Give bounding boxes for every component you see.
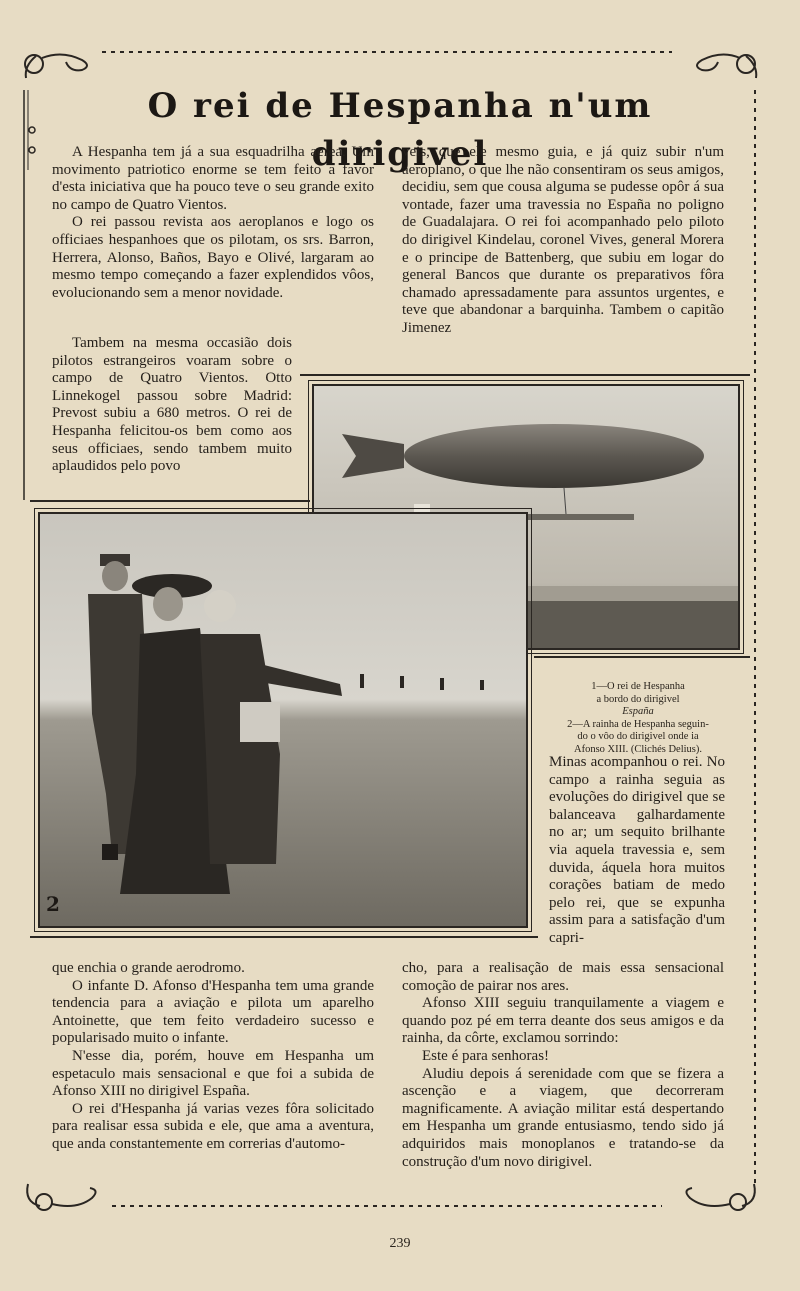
paragraph: Tambem na mesma occasião dois pilotos estrangeiros voaram sobre o campo de Quatro Vientos. Otto Linnekogel passou sobre Madrid: Prevost subiu a 680 metros. O rei de Hespanha felicitou-os bem como aos seus officiaes, sendo tambem muito aplaudidos pelo povo: [52, 335, 292, 475]
ornamental-border-right: [748, 90, 762, 1185]
caption-line: España: [622, 706, 654, 717]
page-number: 239: [389, 1236, 411, 1251]
caption-line: a bordo do dirigivel: [596, 693, 680, 705]
caption-line: do o vôo do dirigivel onde ia: [577, 731, 699, 742]
paragraph: N'esse dia, porém, houve em Hespanha um espetaculo mais sensacional e que foi a subida de Afonso XIII no dirigivel España.: [52, 1047, 374, 1100]
text-column-right-mid: [549, 754, 725, 948]
photo-caption: [548, 681, 728, 756]
text-column-right-top: [402, 144, 724, 338]
paragraph: O rei d'Hespanha já varias vezes fôra solicitado para realisar essa subida e ele, que ama a aventura, que anda constantemente em correrias d'automo-: [52, 1100, 374, 1152]
paragraph: Minas acompanhou o rei. No campo a rainha seguia as evoluções do dirigivel que se balanceava galhardamente no ar; um sequito brilhante via aquela travessia e, sem duvida, áquela hora muitos corações batiam de medo pelo rei, que se expunha assim para a satisfação d'um capri-: [549, 754, 725, 946]
article-title: O rei de Hespanha n'um dirigivel: [147, 86, 653, 174]
paragraph: O rei passou revista aos aeroplanos e logo os officiaes hespanhoes que os pilotam, os srs. Barron, Herrera, Alonso, Baños, Bayo e Olivé, largaram ao mesmo tempo começando a fazer explendidos vôos, evolucionando sem a menor novidade.: [52, 214, 374, 301]
paragraph: que enchia o grande aerodromo.: [52, 960, 245, 976]
text-column-left-top: [52, 144, 374, 302]
caption-line: Afonso XIII. (Clichés Delius).: [573, 743, 702, 755]
paragraph: O infante D. Afonso d'Hespanha tem uma grande tendencia para a aviação e pilota um aparelho Antoinette, que tem feito verdadeiro sucesso e popularisado muito o infante.: [52, 977, 374, 1047]
paragraph: Afonso XIII seguiu tranquilamente a viagem e quando poz pé em terra deante dos seus amigos e da rainha, da côrte, exclamou sorrindo:: [402, 995, 724, 1047]
photo-number-2: 2: [46, 892, 60, 916]
frame-line: [300, 374, 750, 376]
frame-line: [30, 936, 538, 938]
frame-line: [30, 500, 310, 502]
text-column-left-narrow: [52, 335, 292, 476]
text-column-right-bottom: [402, 960, 724, 1171]
photo-queen-watching: [38, 512, 528, 928]
paragraph: Aludiu depois á serenidade com que se fizera a ascenção e a viagem, que decorreram magnificamente. A aviação militar está despertando em Hespanha um grande entusiasmo, tendo sido já adquiridos mais monoplanos e tratando-se da construção d'um novo dirigivel.: [402, 1065, 724, 1170]
ornamental-border-bottom: [22, 1180, 760, 1214]
frame-line: [534, 656, 750, 658]
caption-line: 1—O rei de Hespanha: [591, 681, 685, 692]
paragraph: veis, que ele mesmo guia, e já quiz subir n'um aeroplano, o que lhe não consentiram os seus amigos, decidiu, sem que cousa alguma se pudesse opôr á sua vontade, fazer uma travessia no España no poligno de Guadalajara. O rei foi acompanhado pelo piloto do dirigivel Kindelau, coronel Vives, general Morera e o principe de Battenberg, que subiu em logar do general Bancos que durante os preparativos fôra chamado apressadamente para assuntos urgentes, e teve que abandonar a barquinha. Tambem o capitão Jimenez: [402, 144, 724, 336]
paragraph: cho, para a realisação de mais essa sensacional comoção de pairar nos ares.: [402, 960, 724, 994]
caption-line: 2—A rainha de Hespanha seguin-: [567, 718, 709, 730]
paragraph: Este é para senhoras!: [422, 1047, 550, 1064]
paragraph: A Hespanha tem já a sua esquadrilha aerea. Um movimento patriotico enorme se tem feito a favor d'esta iniciativa que ha pouco teve o seu grande exito no campo de Quatro Vientos.: [52, 144, 374, 213]
text-column-left-bottom: [52, 960, 374, 1154]
ornamental-border-left: [18, 90, 42, 510]
